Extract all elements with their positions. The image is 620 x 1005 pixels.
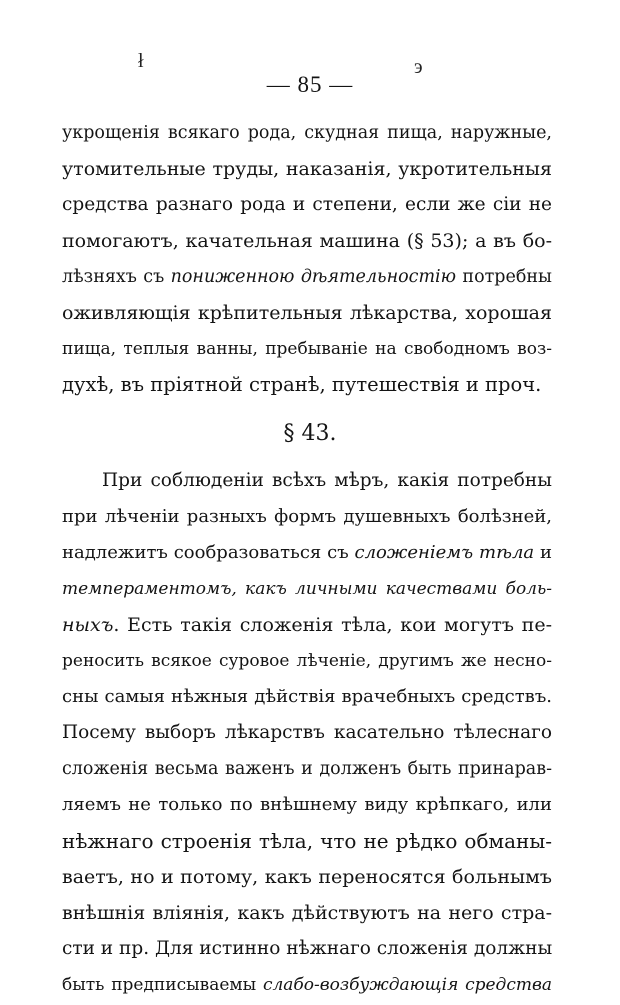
line-text: При соблюденіи всѣхъ мѣръ, какія потребны (102, 470, 552, 491)
italic-text: слабо-возбуждающія средства (262, 975, 552, 995)
line-text: быть предписываемы (62, 975, 263, 995)
margin-mark-left: ł (138, 50, 144, 72)
text-line (62, 859, 552, 895)
line-text: и (534, 542, 553, 563)
line-text: средства разнаго рода и степени, если же сіи не (62, 194, 552, 215)
line-text: пища, теплыя ванны, пребываніе на свободномъ воз- (62, 339, 552, 359)
line-text: . Есть такія сложенія тѣла, кои могутъ пе- (113, 614, 552, 636)
text-line (62, 295, 552, 331)
italic-text: ныхъ (62, 614, 114, 636)
text-line (62, 115, 552, 151)
page-number: — 85 — (266, 72, 354, 97)
line-text: помогаютъ, качательная машина (§ 53); а въ бо- (62, 230, 552, 252)
line-text: при лѣченіи разныхъ формъ душевныхъ болѣзней, (62, 506, 552, 527)
line-text: надлежитъ сообразоваться съ (62, 542, 355, 563)
line-text: потребны (456, 267, 552, 287)
line-text: нѣжнаго строенія тѣла, что не рѣдко обманы- (62, 829, 552, 853)
text-line (62, 151, 552, 187)
text-line (62, 787, 552, 823)
line-text: Посему выборъ лѣкарствъ касательно тѣлеснаго (62, 722, 552, 743)
section-heading: § 43. (283, 421, 337, 446)
italic-text: темпераментомъ, какъ личными качествами боль- (62, 579, 552, 599)
line-text: реносить всякое суровое лѣченіе, другимъ же несно- (62, 651, 552, 671)
text-line (62, 643, 552, 679)
line-text: ваетъ, но и потому, какъ переносятся больнымъ (62, 866, 552, 888)
line-text: сны самыя нѣжныя дѣйствія врачебныхъ средствъ. (62, 686, 552, 707)
line-text: внѣшнія вліянія, какъ дѣйствуютъ на него стра- (62, 902, 552, 924)
text-line (62, 895, 552, 931)
italic-text: пониженною дѣятельностію (170, 267, 457, 287)
text-line (62, 751, 552, 787)
line-text: сти и пр. Для истинно нѣжнаго сложенія должны (62, 938, 553, 959)
italic-text: сложеніемъ тѣла (354, 542, 535, 563)
text-line (62, 331, 552, 367)
text-line (62, 607, 552, 643)
line-text: лѣзняхъ съ (62, 267, 171, 287)
line-text: утомительные труды, наказанія, укротительныя (62, 158, 552, 180)
line-text: ляемъ не только по внѣшнему виду крѣпкаго, или (62, 794, 552, 815)
text-line (62, 367, 552, 403)
text-line (62, 931, 552, 967)
text-line (62, 499, 552, 535)
text-line (62, 679, 552, 715)
text-line (102, 463, 552, 499)
text-line (62, 187, 552, 223)
text-line (62, 259, 552, 295)
line-text: укрощенія всякаго рода, скудная пища, наружные, (62, 123, 552, 143)
line-text: оживляющія крѣпительныя лѣкарства, хорошая (62, 302, 552, 324)
line-text: сложенія весьма важенъ и долженъ быть принарав- (62, 759, 552, 779)
text-line (62, 535, 552, 571)
text-line (62, 715, 552, 751)
text-line (62, 967, 552, 1003)
line-text: духѣ, въ пріятной странѣ, путешествія и проч. (62, 373, 542, 396)
text-line (62, 571, 552, 607)
text-line (62, 223, 552, 259)
text-line (62, 823, 552, 859)
margin-mark-right: э (414, 56, 423, 78)
